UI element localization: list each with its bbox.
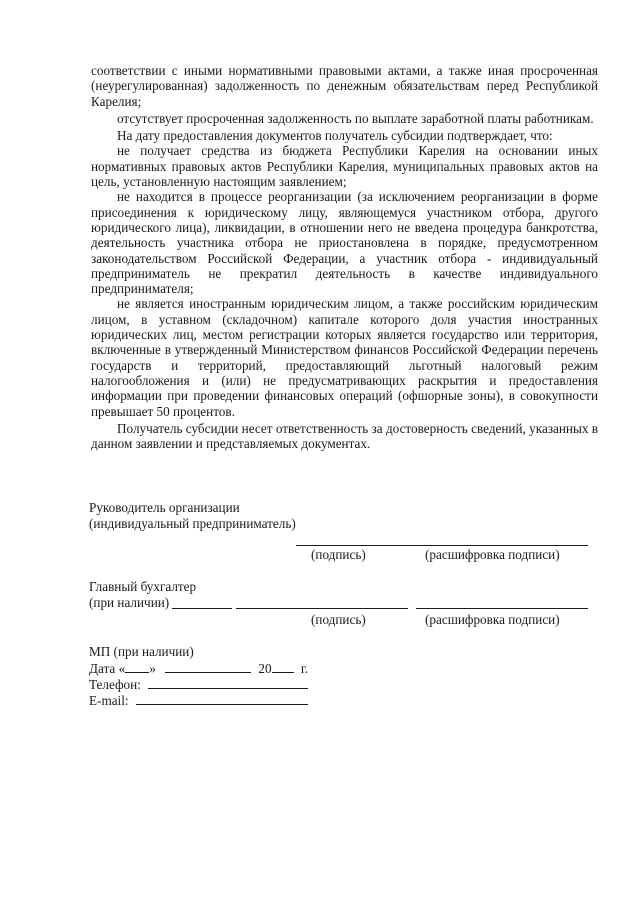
date-day-blank[interactable]: [125, 660, 149, 673]
email-field: [89, 692, 308, 709]
accountant-decoding-caption: (расшифровка подписи): [425, 612, 560, 627]
accountant-title: Главный бухгалтер: [89, 579, 197, 594]
accountant-signature-block: [89, 579, 196, 611]
paragraph-continuation: соответствии с иными нормативными правовыми актами, а также иная просроченная (неурегулированная) задолженность по денежным обязательствам перед Республикой Карелия;: [91, 63, 598, 109]
accountant-signature-caption: (подпись): [311, 612, 366, 627]
paragraph-no-budget-funds: не получает средства из бюджета Республики Карелия на основании иных нормативных правовых актов Республики Карелия, муниципальных правовых актов на цель, установленную настоящим заявлением;: [91, 143, 598, 190]
email-label: E-mail:: [89, 693, 129, 708]
date-year-prefix: 20: [258, 661, 272, 676]
head-signature-block: [89, 500, 296, 532]
paragraph-no-salary-debt: отсутствует просроченная задолженность по выплате заработной платы работникам.: [117, 110, 594, 126]
date-field: [89, 660, 308, 677]
date-year-suffix: г.: [300, 661, 309, 676]
paragraph-responsibility: Получатель субсидии несет ответственность за достоверность сведений, указанных в данном заявлении и представляемых документах.: [91, 420, 598, 452]
head-signature-line: [296, 545, 588, 546]
stamp-label: МП (при наличии): [89, 644, 194, 659]
paragraph-not-foreign-entity: не является иностранным юридическим лицом, а также российским юридическим лицом, в уставном (складочном) капитале которого доля участия иностранных юридических лиц, местом регистрации которых является государство или территория, включенные в утвержденный Министерством финансов Российской Федерации перечень государств и территорий, предоставляющий льготный налоговый режим налогообложения и (или) не предусматривающих раскрытия и предоставления информации при проведении финансовых операций (офшорные зоны), в совокупности превышает 50 процентов.: [91, 296, 598, 419]
date-close-quote: »: [149, 661, 156, 676]
date-year-blank[interactable]: [272, 660, 294, 673]
email-blank[interactable]: [136, 692, 308, 705]
accountant-subtitle: (при наличии): [89, 595, 170, 610]
paragraph-confirmation-intro: На дату предоставления документов получатель субсидии подтверждает, что:: [117, 128, 553, 144]
paragraph-no-reorganization: не находится в процессе реорганизации (за исключением реорганизации в форме присоединения к юридическому лицу, являющемуся участником отбора, другого юридического лица), ликвидации, в отношении него не введена процедура банкротства, деятельность участника отбора не приостановлена в порядке, предусмотренном законодательством Российской Федерации, а участник отбора - индивидуальный предприниматель не прекратил деятельность в качестве индивидуального предпринимателя;: [91, 189, 598, 297]
head-signature-caption: (подпись): [311, 547, 366, 562]
head-decoding-caption: (расшифровка подписи): [425, 547, 560, 562]
date-label: Дата «: [89, 661, 126, 676]
phone-blank[interactable]: [148, 676, 308, 689]
head-subtitle: (индивидуальный предприниматель): [89, 516, 296, 531]
accountant-decoding-line: [416, 608, 588, 609]
phone-field: [89, 676, 308, 693]
accountant-name-line: [172, 608, 232, 609]
phone-label: Телефон:: [89, 677, 141, 692]
accountant-signature-line: [236, 608, 408, 609]
date-month-blank[interactable]: [165, 660, 251, 673]
head-title: Руководитель организации: [89, 500, 240, 515]
document-body: [91, 63, 598, 451]
